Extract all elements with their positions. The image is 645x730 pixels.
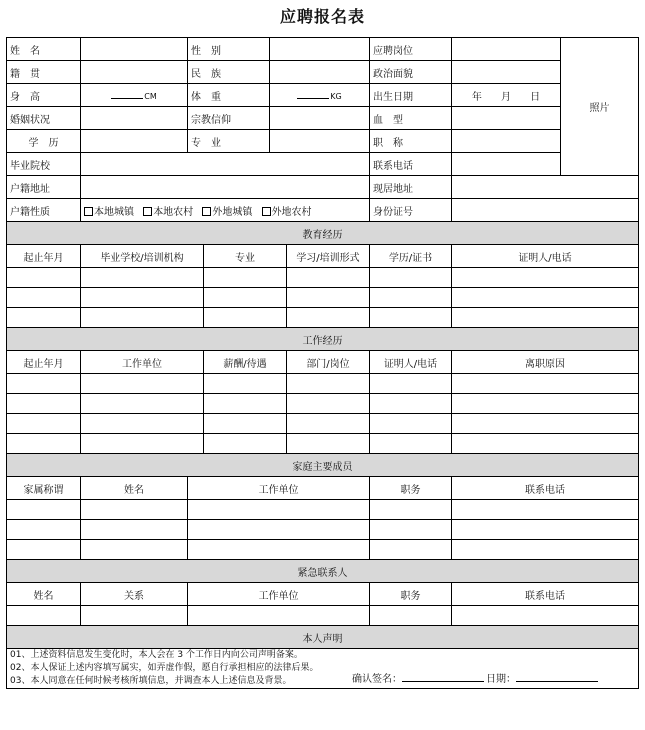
hukou-type-options [81,199,370,222]
family-header: 职务 [370,477,452,500]
weight-unit: KG [330,91,342,101]
field-height[interactable] [81,84,188,107]
date-label: 日期： [486,674,516,685]
declaration-line: 02、本人保证上述内容填写属实，如弄虚作假，愿自行承担相应的法律后果。 [10,663,319,673]
field-marital[interactable] [81,107,188,130]
field-political[interactable] [452,61,561,84]
emergency-row [7,606,639,626]
edu-header: 学习/培训形式 [287,245,370,268]
birth-month: 月 [501,91,511,103]
work-header: 起止年月 [7,351,81,374]
edu-row [7,268,639,288]
label-name: 姓 名 [7,38,81,61]
label-hukou-type: 户籍性质 [7,199,81,222]
section-declaration: 本人声明 [7,626,639,649]
work-header: 证明人/电话 [370,351,452,374]
emergency-header: 工作单位 [188,583,370,606]
label-weight: 体 重 [188,84,270,107]
edu-header: 证明人/电话 [452,245,639,268]
photo-box[interactable]: 照片 [561,38,639,176]
signature-field[interactable] [402,671,484,682]
work-header: 工作单位 [81,351,204,374]
field-major[interactable] [270,130,370,153]
edu-row [7,308,639,328]
application-form [6,37,639,689]
work-header: 薪酬/待遇 [204,351,287,374]
family-header: 联系电话 [452,477,639,500]
checkbox-icon[interactable] [202,207,211,216]
checkbox-icon[interactable] [143,207,152,216]
work-row [7,434,639,454]
edu-header: 毕业学校/培训机构 [81,245,204,268]
birth-day: 日 [530,91,541,103]
work-row [7,414,639,434]
field-current-addr[interactable] [452,176,639,199]
checkbox-icon[interactable] [84,207,93,216]
label-position: 应聘岗位 [370,38,452,61]
label-id-no: 身份证号 [370,199,452,222]
field-birth[interactable] [452,84,561,107]
field-position[interactable] [452,38,561,61]
date-field[interactable] [516,671,598,682]
edu-header: 起止年月 [7,245,81,268]
label-blood: 血 型 [370,107,452,130]
field-education[interactable] [81,130,188,153]
family-row [7,540,639,560]
option-nonlocal-rural[interactable]: 外地农村 [262,207,312,218]
label-title: 职 称 [370,130,452,153]
family-header: 姓名 [81,477,188,500]
declaration-box [7,649,639,689]
section-family: 家庭主要成员 [7,454,639,477]
sign-label: 确认签名： [352,674,402,685]
emergency-header: 联系电话 [452,583,639,606]
form-title: 应聘报名表 [279,7,365,26]
declaration-line: 03、本人同意在任何时候考核所填信息，并调查本人上述信息及背景。 [10,676,292,686]
field-religion[interactable] [270,107,370,130]
checkbox-icon[interactable] [262,207,271,216]
label-birth: 出生日期 [370,84,452,107]
field-weight[interactable] [270,84,370,107]
emergency-header: 职务 [370,583,452,606]
label-political: 政治面貌 [370,61,452,84]
edu-header: 学历/证书 [370,245,452,268]
label-gender: 性 别 [188,38,270,61]
label-phone: 联系电话 [370,153,452,176]
section-education: 教育经历 [7,222,639,245]
label-education: 学 历 [7,130,81,153]
edu-row [7,288,639,308]
field-phone[interactable] [452,153,561,176]
work-header: 部门/岗位 [287,351,370,374]
section-work: 工作经历 [7,328,639,351]
field-ethnicity[interactable] [270,61,370,84]
label-current-addr: 现居地址 [370,176,452,199]
option-local-rural[interactable]: 本地农村 [143,207,193,218]
declaration-line: 01、上述资料信息发生变化时，本人会在 3 个工作日内向公司声明备案。 [10,650,303,660]
field-name[interactable] [81,38,188,61]
work-row [7,374,639,394]
work-row [7,394,639,414]
family-row [7,500,639,520]
family-header: 工作单位 [188,477,370,500]
section-emergency: 紧急联系人 [7,560,639,583]
emergency-header: 姓名 [7,583,81,606]
label-religion: 宗教信仰 [188,107,270,130]
label-origin: 籍 贯 [7,61,81,84]
option-nonlocal-urban[interactable]: 外地城镇 [202,207,252,218]
label-hukou-addr: 户籍地址 [7,176,81,199]
option-local-urban[interactable]: 本地城镇 [84,207,134,218]
field-school[interactable] [81,153,370,176]
label-major: 专 业 [188,130,270,153]
label-height: 身 高 [7,84,81,107]
label-ethnicity: 民 族 [188,61,270,84]
label-school: 毕业院校 [7,153,81,176]
family-row [7,520,639,540]
family-header: 家属称谓 [7,477,81,500]
field-hukou-addr[interactable] [81,176,370,199]
label-marital: 婚姻状况 [7,107,81,130]
field-id-no[interactable] [452,199,639,222]
field-origin[interactable] [81,61,188,84]
field-title[interactable] [452,130,561,153]
emergency-header: 关系 [81,583,188,606]
height-unit: CM [144,91,157,101]
field-blood[interactable] [452,107,561,130]
birth-year: 年 [471,91,482,103]
work-header: 离职原因 [452,351,639,374]
edu-header: 专业 [204,245,287,268]
field-gender[interactable] [270,38,370,61]
signature-area [352,670,598,685]
